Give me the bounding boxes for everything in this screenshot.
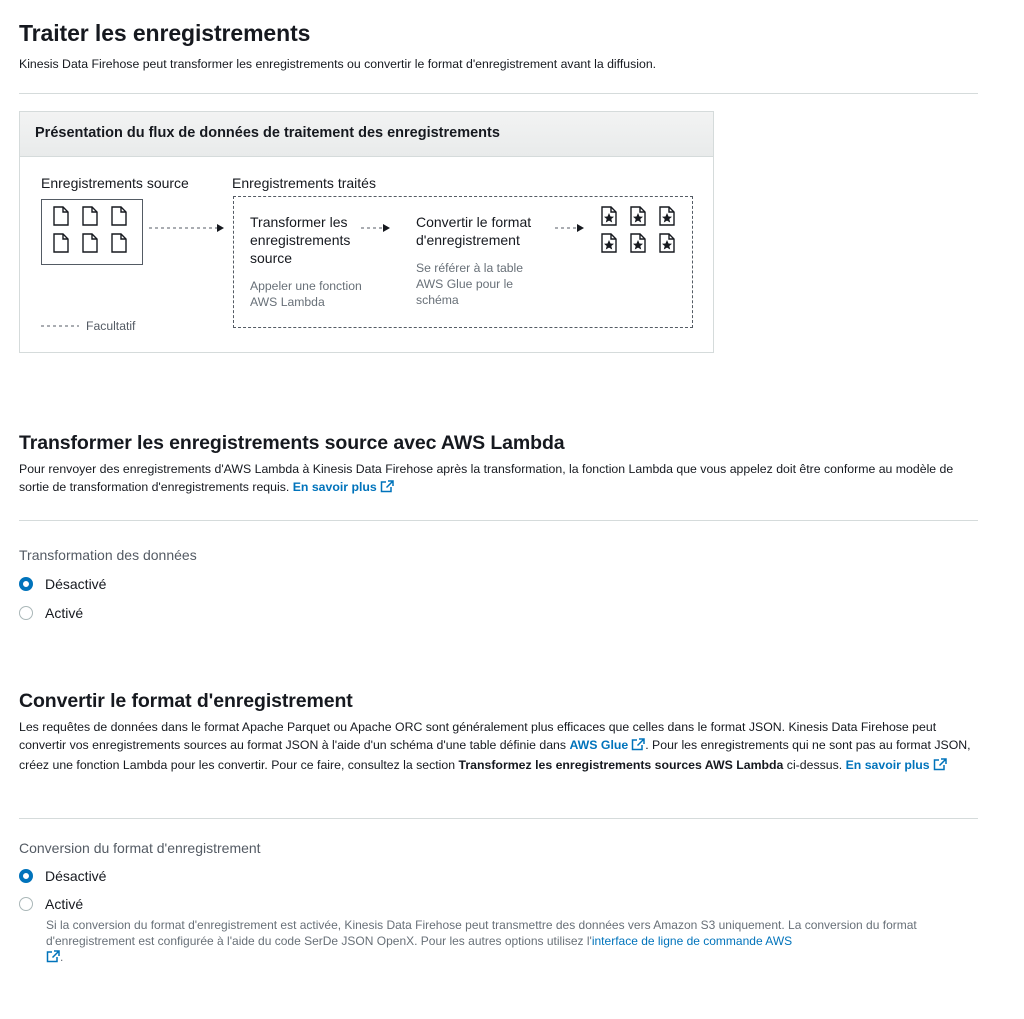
page-subtitle: Kinesis Data Firehose peut transformer les enregistrements ou convertir le format d'enregistrement avant la diffusion. (19, 57, 657, 71)
convert-section-desc (19, 718, 981, 776)
divider (19, 818, 978, 819)
radio-transformation-disabled[interactable] (19, 576, 106, 592)
step-convert-title: Convertir le format d'enregistrement (416, 214, 532, 248)
divider (19, 93, 978, 94)
step-transform-title: Transformer les enregistrements source (250, 214, 351, 266)
radio-label: Activé (45, 605, 84, 621)
source-records-box (41, 199, 143, 265)
starred-document-icon (658, 233, 676, 253)
record-format-conversion-label: Conversion du format d'enregistrement (19, 840, 261, 856)
starred-document-icon (600, 206, 618, 226)
step-convert-desc: Se référer à la table AWS Glue pour le schéma (416, 261, 524, 307)
starred-document-icon (629, 233, 647, 253)
page-title: Traiter les enregistrements (19, 20, 311, 46)
radio-unselected-icon[interactable] (19, 897, 33, 911)
radio-transformation-enabled[interactable] (19, 605, 83, 621)
lambda-desc-text: Pour renvoyer des enregistrements d'AWS Lambda à Kinesis Data Firehose après la transformation, la fonction Lambda que vous appelez doit être conforme au modèle de sortie de transformation d'enregistrements requis. (19, 462, 954, 494)
external-link-icon (380, 480, 394, 498)
radio-unselected-icon[interactable] (19, 606, 33, 620)
starred-document-icon (600, 233, 618, 253)
diagram-header (20, 112, 713, 157)
arrow-icon (149, 223, 225, 233)
legend-optional: Facultatif (86, 319, 136, 333)
radio-label: Désactivé (45, 868, 107, 884)
arrow-icon (555, 223, 585, 233)
conversion-enabled-desc (46, 917, 966, 967)
process-diagram (19, 111, 714, 353)
radio-label: Désactivé (45, 576, 107, 592)
conversion-desc-text: Si la conversion du format d'enregistrement est activée, Kinesis Data Firehose peut transmettre des données vers Amazon S3 uniquement. La conversion du format d'enregistrement est configurée à l'aide du code SerDe JSON OpenX. Pour les autres options utilisez l' (46, 918, 917, 948)
external-link-icon (933, 758, 947, 776)
radio-label: Activé (45, 896, 84, 912)
starred-document-icon (629, 206, 647, 226)
conversion-desc-end: . (60, 950, 64, 964)
source-records-label: Enregistrements source (41, 175, 189, 191)
aws-glue-label: AWS Glue (569, 738, 629, 752)
convert-section-title: Convertir le format d'enregistrement (19, 690, 353, 712)
step-transform-desc: Appeler une fonction AWS Lambda (250, 279, 362, 309)
document-icon (110, 233, 128, 253)
diagram-title: Présentation du flux de données de traitement des enregistrements (35, 125, 500, 141)
processed-records-label: Enregistrements traités (232, 175, 376, 191)
document-icon (81, 206, 99, 226)
external-link-icon (631, 738, 645, 756)
data-transformation-label: Transformation des données (19, 547, 197, 563)
learn-more-label: En savoir plus (845, 758, 930, 772)
radio-selected-icon[interactable] (19, 869, 33, 883)
lambda-section-title: Transformer les enregistrements source avec AWS Lambda (19, 432, 565, 454)
learn-more-link[interactable] (846, 758, 947, 772)
document-icon (52, 233, 70, 253)
document-icon (52, 206, 70, 226)
learn-more-label: En savoir plus (292, 480, 377, 494)
learn-more-link[interactable] (293, 480, 394, 494)
convert-desc-text: . Pour les enregistrements qui ne sont pas au format JSON, créez une fonction Lambda pour les convertir. Pour ce faire, consultez la section (19, 738, 971, 772)
divider (19, 520, 978, 521)
document-icon (110, 206, 128, 226)
convert-desc-bold: Transformez les enregistrements sources AWS Lambda (458, 758, 784, 772)
arrow-icon (361, 223, 391, 233)
dashed-line-legend-icon (41, 322, 81, 330)
lambda-section-desc (19, 460, 981, 498)
external-link-icon (46, 950, 60, 967)
radio-selected-icon[interactable] (19, 577, 33, 591)
aws-glue-link[interactable] (569, 738, 645, 752)
convert-desc-text: Les requêtes de données dans le format Apache Parquet ou Apache ORC sont généralement plus efficaces que celles dans le format JSON. Kinesis Data Firehose peut convertir vos enregistrements sources au format JSON à l'aide d'un schéma d'une table définie dans (19, 720, 937, 752)
starred-document-icon (658, 206, 676, 226)
radio-conversion-enabled[interactable] (19, 896, 83, 912)
document-icon (81, 233, 99, 253)
radio-conversion-disabled[interactable] (19, 868, 106, 884)
aws-cli-label: interface de ligne de commande AWS (591, 934, 793, 948)
convert-desc-text: ci-dessus. (786, 758, 843, 772)
